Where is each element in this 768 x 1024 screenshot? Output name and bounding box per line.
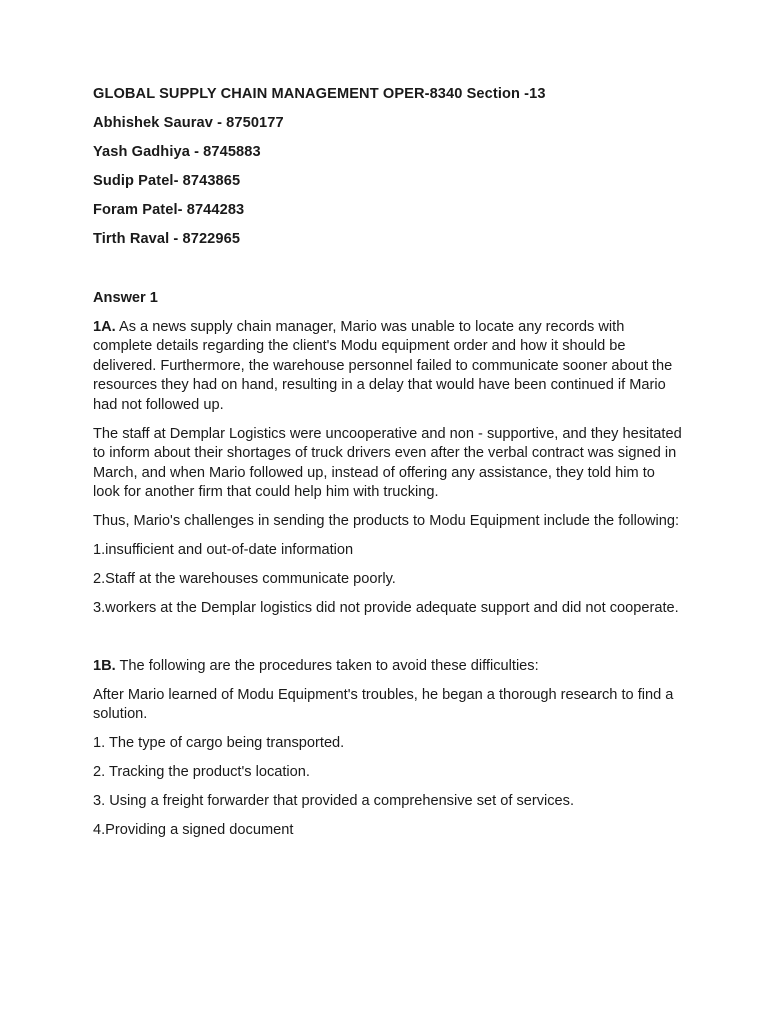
member-line: Foram Patel- 8744283 (93, 202, 245, 218)
member-line: Sudip Patel- 8743865 (93, 173, 241, 189)
step-item: 3. Using a freight forwarder that provided a comprehensive set of services. (93, 793, 575, 809)
step-item: 4.Providing a signed document (93, 822, 294, 838)
member-line: Tirth Raval - 8722965 (93, 231, 241, 247)
section-label: 1A. (93, 318, 116, 335)
step-item: 1. The type of cargo being transported. (93, 735, 345, 751)
paragraph-staff: The staff at Demplar Logistics were uncooperative and non - supportive, and they hesitated to inform about their shortages of truck drivers even after the verbal contract was signed in March, and when Mario followed up, instead of offering any assistance, they told him to look for another firm that could help him with trucking. (93, 425, 682, 500)
step-item: 2. Tracking the product's location. (93, 764, 310, 780)
answer-heading: Answer 1 (93, 289, 158, 306)
paragraph-text: As a news supply chain manager, Mario was unable to locate any records with complete details regarding the client's Modu equipment order and how it should be delivered. Furthermore, the warehouse personnel failed to communicate sooner about the resources they had on hand, resulting in a delay that would have been continued if Mario had not followed up. (93, 318, 673, 413)
challenge-item: 1.insufficient and out-of-date information (93, 542, 354, 558)
paragraph-text: The following are the procedures taken to avoid these difficulties: (115, 657, 539, 674)
member-line: Yash Gadhiya - 8745883 (93, 144, 261, 160)
paragraph-research: After Mario learned of Modu Equipment's troubles, he began a thorough research to find a solution. (93, 686, 674, 722)
paragraph-1a (93, 318, 683, 416)
challenge-item: 2.Staff at the warehouses communicate poorly. (93, 571, 396, 587)
challenge-item: 3.workers at the Demplar logistics did not provide adequate support and did not cooperate. (93, 600, 679, 616)
paragraph-1b (93, 657, 683, 677)
document-page (93, 85, 683, 850)
course-title: GLOBAL SUPPLY CHAIN MANAGEMENT OPER-8340 Section -13 (93, 86, 546, 102)
section-label: 1B. (93, 657, 116, 674)
paragraph-challenges-intro: Thus, Mario's challenges in sending the products to Modu Equipment include the following: (93, 513, 680, 529)
member-line: Abhishek Saurav - 8750177 (93, 115, 284, 131)
